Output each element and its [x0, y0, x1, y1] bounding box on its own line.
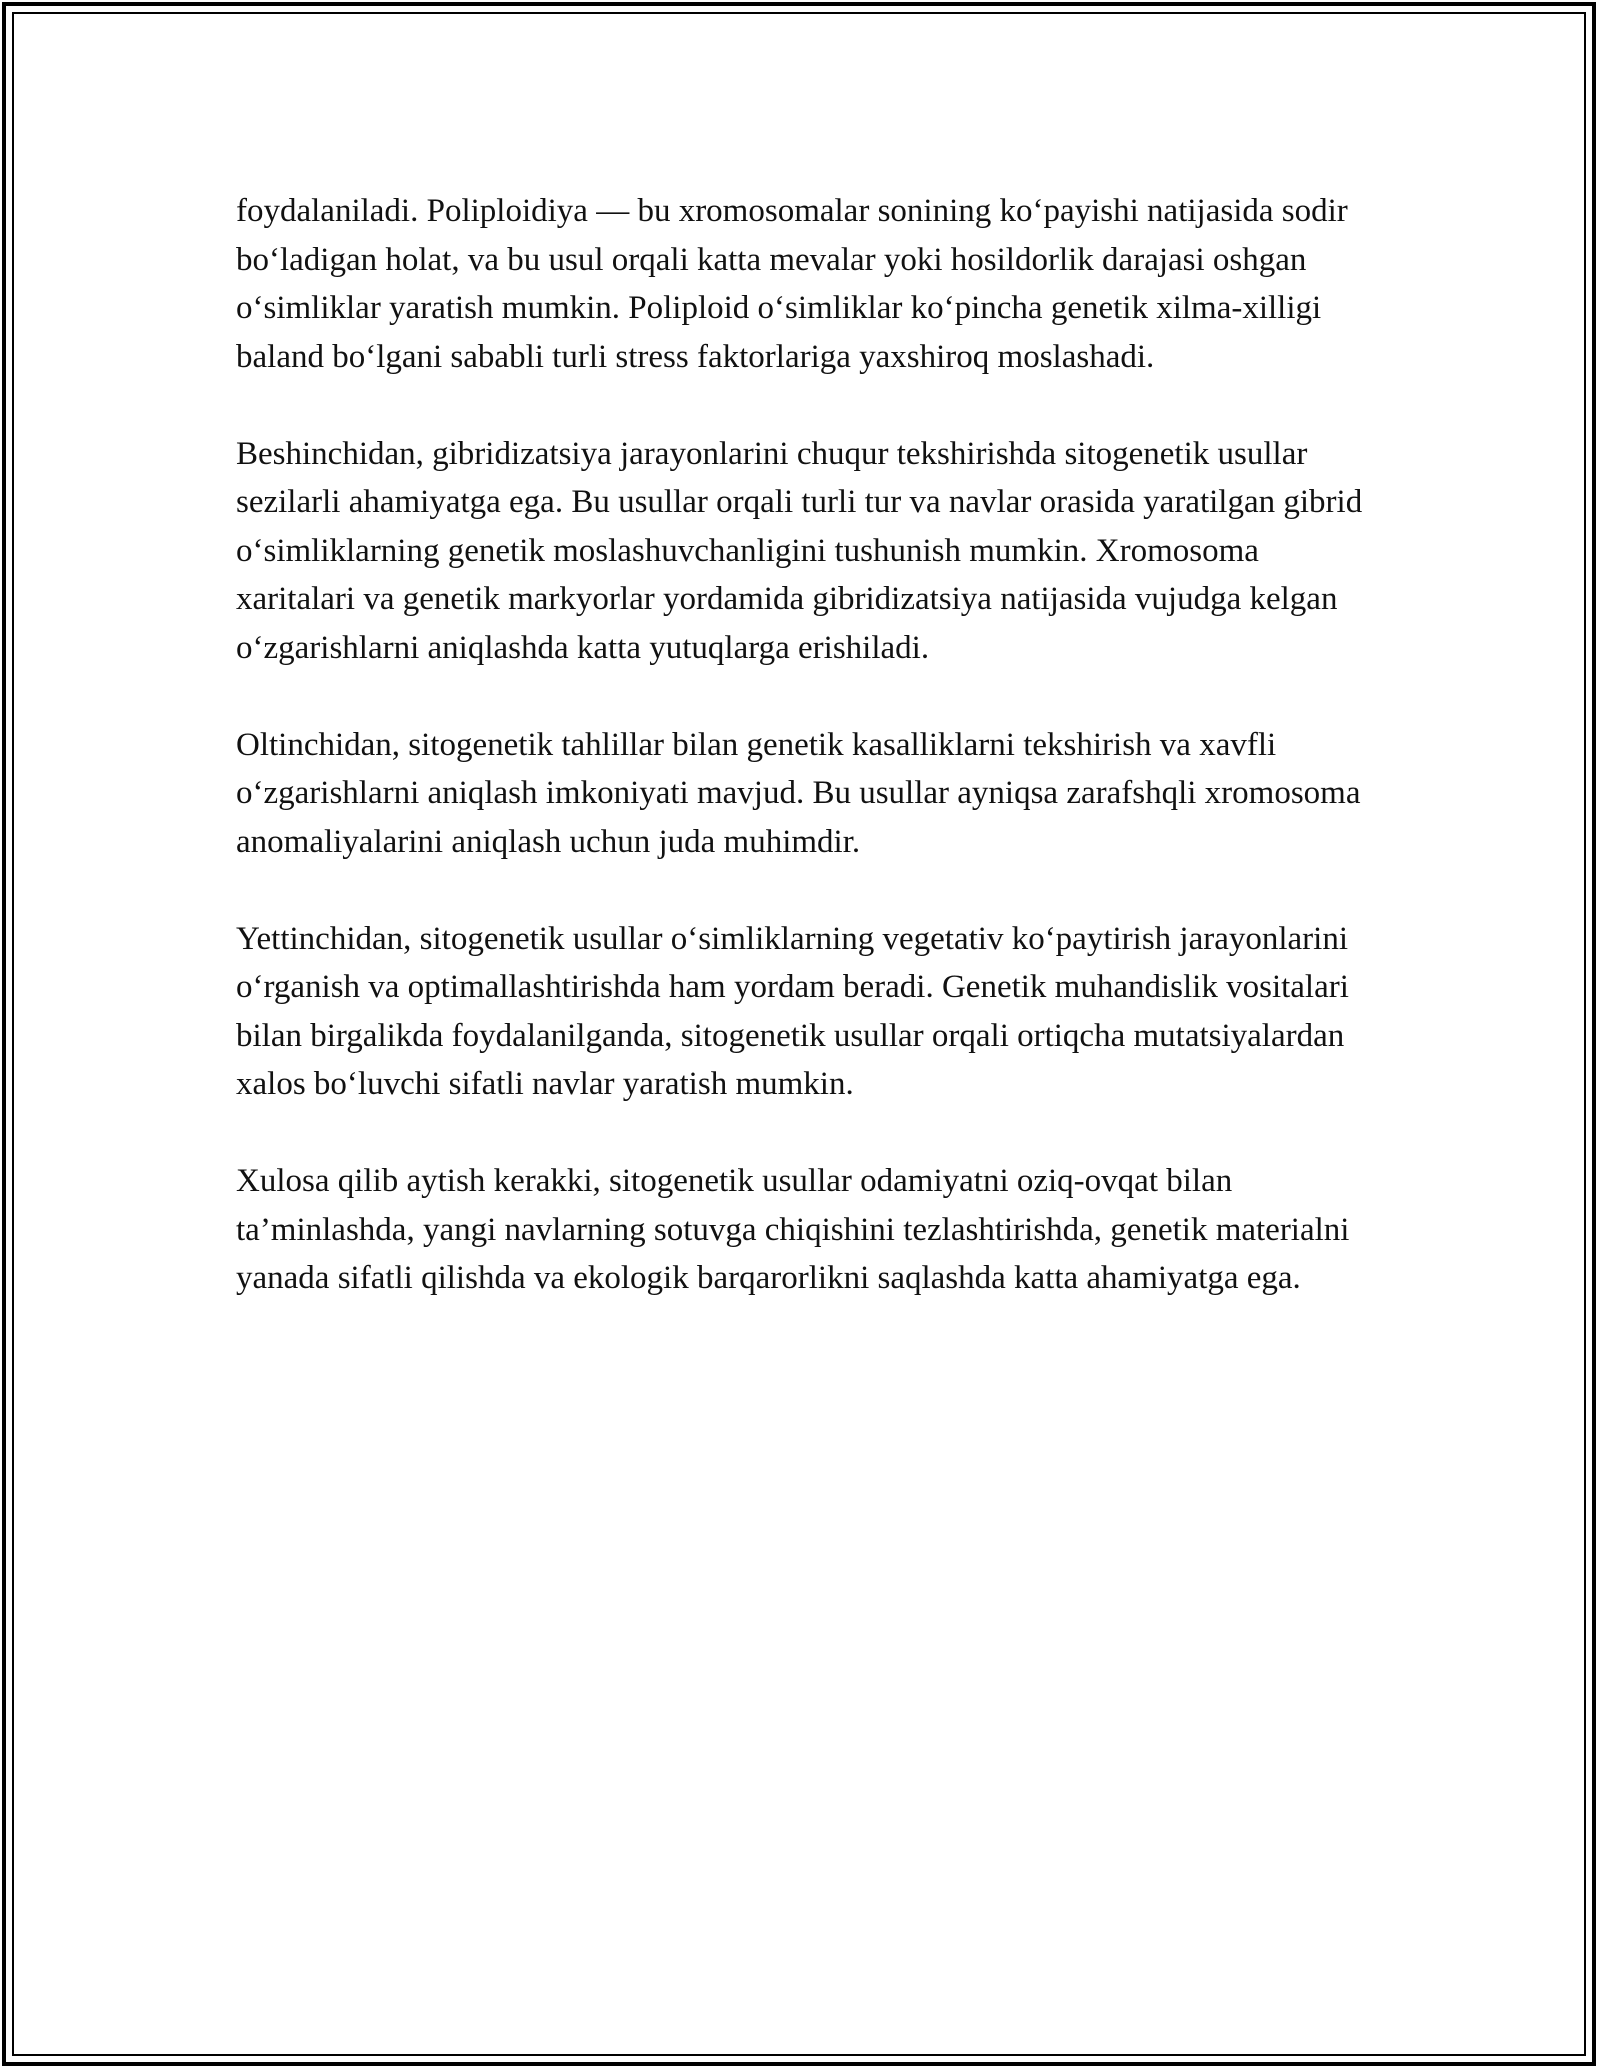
paragraph-polyploidy: foydalaniladi. Poliploidiya — bu xromosomalar sonining ko‘payishi natijasida sodir bo‘ladigan holat, va bu usul orqali katta mevalar yoki hosildorlik darajasi oshgan o‘simliklar yaratish mumkin. Poliploid o‘simliklar ko‘pincha genetik xilma-xilligi baland bo‘lgani sababli turli stress faktorlariga yaxshiroq moslashadi. — [236, 193, 1348, 375]
paragraph-hybridization: Beshinchidan, gibridizatsiya jarayonlarini chuqur tekshirishda sitogenetik usullar sezilarli ahamiyatga ega. Bu usullar orqali turli tur va navlar orasida yaratilgan gibrid o‘simliklarning genetik moslashuvchanligini tushunish mumkin. Xromosoma xaritalari va genetik markyorlar yordamida gibridizatsiya natijasida vujudga kelgan o‘zgarishlarni aniqlashda katta yutuqlarga erishiladi. — [236, 435, 1363, 666]
paragraph-genetic-diseases: Oltinchidan, sitogenetik tahlillar bilan genetik kasalliklarni tekshirish va xavfli o‘zgarishlarni aniqlash imkoniyati mavjud. Bu usullar ayniqsa zarafshqli xromosoma anomaliyalarini aniqlash uchun juda muhimdir. — [236, 726, 1361, 860]
paragraph-vegetative-propagation: Yettinchidan, sitogenetik usullar o‘simliklarning vegetativ ko‘paytirish jarayonlarini o‘rganish va optimallashtirishda ham yordam beradi. Genetik muhandislik vositalari bilan birgalikda foydalanilganda, sitogenetik usullar orqali ortiqcha mutatsiyalardan xalos bo‘luvchi sifatli navlar yaratish mumkin. — [236, 920, 1349, 1102]
paragraph-conclusion: Xulosa qilib aytish kerakki, sitogenetik usullar odamiyatni oziq-ovqat bilan ta’minlashda, yangi navlarning sotuvga chiqishini tezlashtirishda, genetik materialni yanada sifatli qilishda va ekologik barqarorlikni saqlashda katta ahamiyatga ega. — [236, 1163, 1350, 1296]
document-body — [236, 187, 1376, 1351]
